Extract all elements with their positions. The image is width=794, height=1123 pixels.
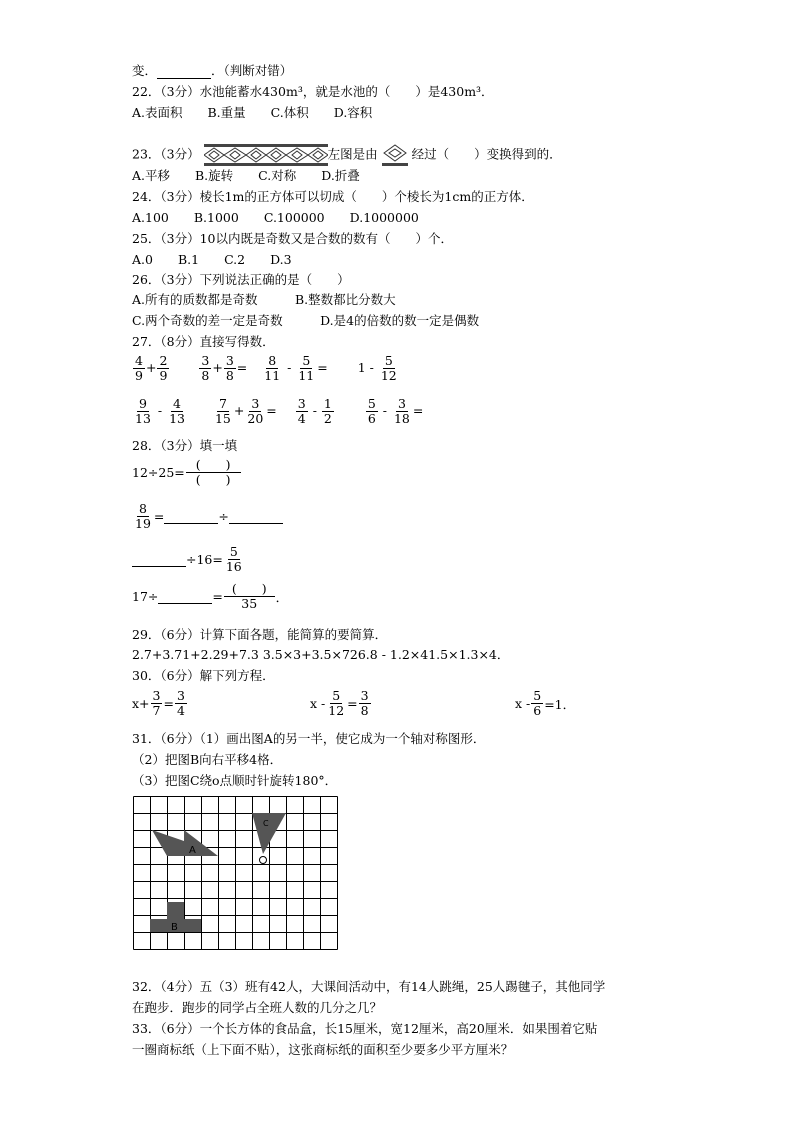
- q27-item-b: $\frac{3}{8}$ + $\frac{3}{8}$ =: [201, 353, 248, 383]
- q28-row-2: $\frac{8}{19}$ = ÷: [132, 502, 283, 531]
- q29-stem: 29．（6分）计算下面各题，能简算的要简算．: [132, 627, 388, 642]
- q28-row-3: ÷16= $\frac{5}{16}$: [132, 545, 245, 574]
- q26-options-1: A.所有的质数都是奇数 B.整数都比分数大: [132, 292, 396, 307]
- q30-stem: 30．（6分）解下列方程．: [132, 668, 275, 683]
- pattern-unit-image: [382, 142, 408, 168]
- shape-b-top: [167, 902, 184, 919]
- q27-row-2: [132, 397, 423, 426]
- answer-blank[interactable]: [164, 509, 218, 524]
- answer-blank[interactable]: [229, 509, 283, 524]
- answer-blank[interactable]: [157, 78, 211, 79]
- q25-options: A.0 B.1 C.2 D.3: [132, 252, 292, 267]
- q30-eq-c: x - $\frac{5}{6}$ =1．: [515, 688, 576, 718]
- q23-stem: 23．（3分） 左图是由 经过（ ）变换得到的．: [132, 142, 562, 168]
- q22-options: A.表面积 B.重量 C.体积 D.容积: [132, 105, 373, 120]
- q25-stem: 25．（3分）10以内既是奇数又是合数的数有（ ）个．: [132, 231, 454, 246]
- rotation-center-o: [260, 857, 267, 864]
- answer-blank[interactable]: [158, 589, 212, 604]
- q29-expressions: 2.7+3.71+2.29+7.3 3.5×3+3.5×726.8 - 1.2×41.5×1.3×4．: [132, 647, 510, 662]
- q30-eq-b: x - $\frac{5}{12}$ = $\frac{3}{8}$: [310, 688, 369, 718]
- answer-blank[interactable]: [132, 552, 186, 567]
- q31-part-2: （2）把图B向右平移4格．: [132, 752, 283, 767]
- q26-options-2: C.两个奇数的差一定是奇数 D.是4的倍数的数一定是偶数: [132, 313, 480, 328]
- q28-row-1: 12÷25= $\frac{( )}{( )}$: [132, 458, 242, 487]
- q26-stem: 26．（3分）下列说法正确的是（ ）: [132, 272, 350, 287]
- q32-line-2: 在跑步．跑步的同学占全班人数的几分之几？: [132, 1000, 383, 1015]
- q23-options: A.平移 B.旋转 C.对称 D.折叠: [132, 168, 360, 183]
- label-c: C: [263, 819, 269, 828]
- label-b: B: [171, 922, 178, 933]
- q27-item-f: $\frac{7}{15}$ + $\frac{3}{20}$ =: [214, 396, 277, 426]
- q24-options: A.100 B.1000 C.100000 D.1000000: [132, 210, 419, 225]
- q33-line-1: 33．（6分）一个长方体的食品盒，长15厘米，宽12厘米，高20厘米．如果围着它贴: [132, 1021, 598, 1036]
- q33-line-2: 一圈商标纸（上下面不贴），这张商标纸的面积至少要多少平方厘米？: [132, 1042, 514, 1057]
- q28-row-4: 17÷ = $\frac{( )}{35}$ ．: [132, 581, 289, 611]
- q27-item-h: $\frac{5}{6}$ - $\frac{3}{18}$ =: [367, 396, 424, 426]
- pattern-strip-image: [204, 142, 328, 168]
- q27-item-a: $\frac{4}{9}$ + $\frac{2}{9}$: [135, 353, 168, 383]
- q27-item-c: $\frac{8}{11}$ - $\frac{5}{11}$ =: [264, 353, 328, 383]
- q22-stem: 22．（3分）水池能蓄水430m³，就是水池的（ ）是430m³．: [132, 84, 494, 99]
- q30-eq-a: x+ $\frac{3}{7}$ = $\frac{3}{4}$: [132, 688, 185, 718]
- q27-row-1: [132, 354, 400, 383]
- q27-stem: 27．（8分）直接写得数．: [132, 334, 275, 349]
- q24-stem: 24．（3分）棱长1m的正方体可以切成（ ）个棱长为1cm的正方体．: [132, 189, 534, 204]
- q28-stem: 28．（3分）填一填: [132, 438, 238, 453]
- transform-grid-figure: [133, 796, 339, 950]
- q27-item-e: $\frac{9}{13}$ - $\frac{4}{13}$: [135, 396, 185, 426]
- q31-stem: 31．（6分）（1）画出图A的另一半，使它成为一个轴对称图形．: [132, 731, 486, 746]
- q27-item-d: 1 - $\frac{5}{12}$: [357, 353, 397, 383]
- label-a: A: [189, 845, 196, 856]
- q21-tail: 变． ．（判断对错）: [132, 63, 293, 78]
- q32-line-1: 32．（4分）五（3）班有42人，大课间活动中，有14人跳绳，25人踢毽子，其他同学: [132, 979, 606, 994]
- q31-part-3: （3）把图C绕o点顺时针旋转180°．: [132, 773, 338, 788]
- q27-item-g: $\frac{3}{4}$ - $\frac{1}{2}$: [297, 396, 332, 426]
